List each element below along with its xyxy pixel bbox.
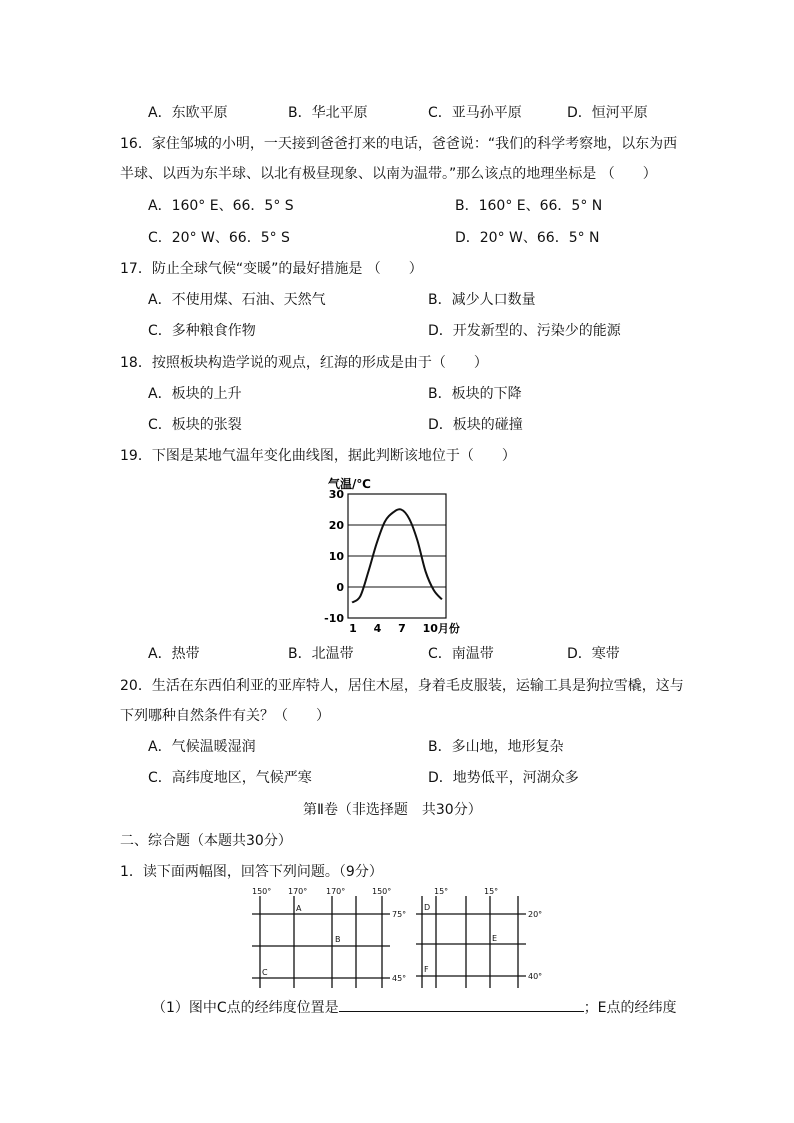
point-c-label: C xyxy=(262,968,268,977)
part2-question-1: 1．读下面两幅图，回答下列问题。（9分） xyxy=(120,864,383,880)
q16-option-c: C．20° W、66．5° S xyxy=(148,230,290,246)
q18-option-c: C．板块的张裂 xyxy=(148,417,242,433)
chart-x-tick-label: 4 xyxy=(373,622,382,635)
left-lat-label-1: 75° xyxy=(392,910,407,919)
q16-option-a: A．160° E、66．5° S xyxy=(148,198,294,214)
left-lat-label-2: 45° xyxy=(392,974,407,983)
q20-text-line1: 20．生活在东西伯利亚的亚库特人，居住木屋，身着毛皮服装，运输工具是狗拉雪橇，这与 xyxy=(120,678,684,694)
point-e-label: E xyxy=(492,934,498,943)
right-lon-label-1: 15° xyxy=(434,887,449,896)
q20-option-b: B．多山地，地形复杂 xyxy=(428,739,564,755)
q15-option-d: D．恒河平原 xyxy=(567,105,648,121)
chart-x-tick-label: 10月份 xyxy=(422,622,460,635)
chart-y-tick-label: 30 xyxy=(328,488,344,501)
q18-option-a: A．板块的上升 xyxy=(148,386,242,402)
q19-option-d: D．寒带 xyxy=(567,646,620,662)
chart-gridlines xyxy=(348,494,446,618)
chart-y-ticks xyxy=(324,488,344,625)
q19-option-a: A．热带 xyxy=(148,646,200,662)
grid-map-right xyxy=(412,884,552,992)
left-lon-label-1: 150° xyxy=(252,887,272,896)
chart-ylabel: 气温/℃ xyxy=(328,477,371,491)
point-a-label: A xyxy=(296,904,302,913)
left-lon-label-3: 170° xyxy=(326,887,346,896)
q15-option-c: C．亚马孙平原 xyxy=(428,105,522,121)
q20-text-line2: 下列哪种自然条件有关？（ ） xyxy=(120,708,330,724)
left-lon-label-2: 170° xyxy=(288,887,308,896)
q17-option-d: D．开发新型的、污染少的能源 xyxy=(428,323,621,339)
q16-text-line1: 16．家住邹城的小明，一天接到爸爸打来的电话，爸爸说：“我们的科学考察地，以东为西 xyxy=(120,136,678,152)
q16-option-b: B．160° E、66．5° N xyxy=(455,198,603,214)
sub-question-1-start: （1）图中C点的经纬度位置是 xyxy=(152,1000,339,1016)
q17-option-b: B．减少人口数量 xyxy=(428,292,536,308)
q15-option-b: B．华北平原 xyxy=(288,105,368,121)
q17-option-c: C．多种粮食作物 xyxy=(148,323,256,339)
chart-y-tick-label: -10 xyxy=(324,612,344,625)
right-lon-label-2: 15° xyxy=(484,887,499,896)
q18-option-b: B．板块的下降 xyxy=(428,386,522,402)
q16-text-line2: 半球、以西为东半球、以北有极昼现象、以南为温带。”那么该点的地理坐标是 （ ） xyxy=(120,166,657,182)
chart-y-tick-label: 20 xyxy=(328,519,344,532)
chart-y-tick-label: 10 xyxy=(328,550,344,563)
chart-y-tick-label: 0 xyxy=(336,581,344,594)
point-d-label: D xyxy=(424,903,431,912)
temperature-chart xyxy=(318,474,470,638)
sub-question-1 xyxy=(152,997,677,1018)
q16-option-d: D．20° W、66．5° N xyxy=(455,230,600,246)
q15-option-a: A．东欧平原 xyxy=(148,105,228,121)
grid-map-left xyxy=(248,884,418,992)
part2-section-heading: 二、综合题（本题共30分） xyxy=(120,833,292,849)
q18-text: 18．按照板块构造学说的观点，红海的形成是由于（ ） xyxy=(120,355,488,371)
left-lon-label-4: 150° xyxy=(372,887,392,896)
right-lat-label-2: 40° xyxy=(528,972,543,981)
q20-option-a: A．气候温暖湿润 xyxy=(148,739,256,755)
chart-x-ticks xyxy=(349,621,460,635)
part2-title: 第Ⅱ卷（非选择题 共30分） xyxy=(303,802,482,818)
q20-option-d: D．地势低平，河湖众多 xyxy=(428,770,579,786)
q20-option-c: C．高纬度地区，气候严寒 xyxy=(148,770,312,786)
chart-x-tick-label: 1 xyxy=(349,622,357,635)
answer-blank-c[interactable] xyxy=(339,997,584,1012)
q18-option-d: D．板块的碰撞 xyxy=(428,417,523,433)
q19-option-b: B．北温带 xyxy=(288,646,354,662)
point-f-label: F xyxy=(424,965,429,974)
chart-x-tick-label: 7 xyxy=(398,622,406,635)
q17-text: 17．防止全球气候“变暖”的最好措施是 （ ） xyxy=(120,261,423,277)
sub-question-1-end: ；E点的经纬度 xyxy=(583,1000,677,1016)
point-b-label: B xyxy=(335,935,341,944)
right-lat-label-1: 20° xyxy=(528,910,543,919)
q19-option-c: C．南温带 xyxy=(428,646,494,662)
q19-text: 19．下图是某地气温年变化曲线图，据此判断该地位于（ ） xyxy=(120,448,516,464)
q17-option-a: A．不使用煤、石油、天然气 xyxy=(148,292,326,308)
